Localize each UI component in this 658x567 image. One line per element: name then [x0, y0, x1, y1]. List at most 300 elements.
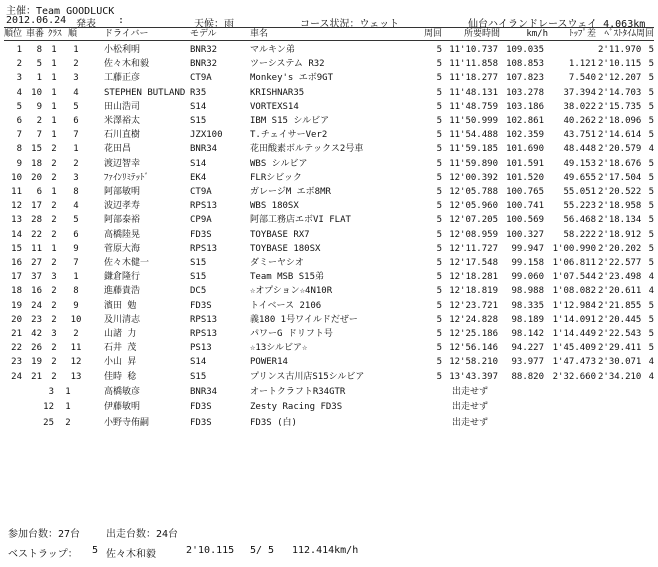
cell-total-time: 11'48.759	[449, 101, 498, 112]
column-header-pos: 順位	[4, 29, 23, 39]
cell-class-pos: 5	[73, 215, 79, 226]
cell-class-pos: 1	[73, 144, 79, 155]
cell-model: S14	[190, 357, 207, 368]
column-header-model: モデル	[190, 29, 217, 39]
cell-laps: 5	[436, 258, 442, 268]
cell-driver: 佳時 稔	[104, 371, 137, 382]
cell-car-no: 7	[36, 130, 42, 141]
cell-best-lap: 4	[648, 371, 654, 382]
cell-car-no: 28	[31, 215, 42, 226]
cell-model: R35	[190, 87, 207, 98]
cell-pos: 18	[11, 286, 22, 297]
cell-class-pos: 4	[73, 87, 79, 98]
cell-best-lap: 4	[648, 272, 654, 283]
cell-laps: 5	[436, 45, 442, 55]
cell-best-lap: 5	[648, 130, 654, 141]
cell-car-name: 阿部工務店エボVI FLAT	[250, 215, 351, 226]
cell-total-time: 12'24.828	[449, 314, 498, 325]
dns-cell-car-no: 25	[43, 417, 54, 428]
dns-cell-model: FD3S	[190, 402, 212, 413]
cell-best-lap: 5	[648, 45, 654, 55]
cell-best-time: 2'11.970	[598, 45, 642, 55]
dns-cell-car-name: Zesty Racing FD3S	[250, 402, 343, 413]
cell-model: CT9A	[190, 187, 212, 197]
cell-best-time: 2'34.210	[598, 371, 642, 382]
cell-speed: 103.278	[506, 87, 544, 98]
cell-best-lap: 5	[648, 116, 654, 126]
cell-class-pos: 6	[73, 116, 79, 126]
cell-laps: 5	[436, 371, 442, 382]
cell-class: 2	[51, 371, 57, 382]
cell-pos: 14	[11, 229, 22, 240]
cell-car-name: 花田酸素ボルテックス2号車	[250, 144, 364, 155]
cell-laps: 5	[436, 300, 442, 311]
cell-best-time: 2'21.855	[598, 300, 642, 311]
cell-car-no: 37	[31, 272, 42, 283]
cell-gap: 48.448	[563, 144, 596, 155]
cell-best-time: 2'18.096	[598, 116, 642, 126]
cell-class-pos: 2	[73, 59, 79, 70]
cell-pos: 16	[11, 258, 22, 268]
cell-driver: ﾌｧｲﾝﾘﾐﾃｯﾄﾞ	[104, 172, 150, 183]
dns-cell-model: FD3S	[190, 417, 212, 428]
best-lap-time: 2'10.115	[186, 545, 235, 556]
cell-car-name: Team MSB S15弟	[250, 272, 325, 283]
cell-car-no: 26	[31, 343, 42, 354]
cell-laps: 5	[436, 130, 442, 141]
cell-gap: 58.222	[563, 229, 596, 240]
cell-gap: 55.051	[563, 187, 596, 197]
cell-pos: 5	[16, 101, 22, 112]
cell-speed: 94.227	[511, 343, 544, 354]
cell-best-time: 2'18.676	[598, 158, 642, 169]
cell-model: EK4	[190, 172, 207, 183]
cell-speed: 98.189	[511, 314, 544, 325]
cell-class: 3	[51, 329, 57, 339]
cell-car-no: 18	[31, 158, 42, 169]
cell-class: 1	[51, 187, 57, 197]
cell-class: 1	[51, 73, 57, 84]
cell-driver: 渡辺智幸	[104, 158, 141, 169]
cell-speed: 102.861	[506, 116, 544, 126]
cell-best-time: 2'30.071	[598, 357, 642, 368]
cell-best-lap: 5	[648, 158, 654, 169]
cell-total-time: 11'50.999	[449, 116, 498, 126]
cell-pos: 4	[16, 87, 22, 98]
cell-class-pos: 3	[73, 73, 79, 84]
cell-car-no: 5	[36, 59, 42, 70]
cell-car-no: 16	[31, 286, 42, 297]
cell-laps: 5	[436, 243, 442, 254]
cell-car-no: 22	[31, 229, 42, 240]
cell-best-time: 2'22.577	[598, 258, 642, 268]
cell-pos: 19	[11, 300, 22, 311]
cell-total-time: 11'48.131	[449, 87, 498, 98]
cell-driver: 濱田 勉	[104, 300, 137, 311]
cell-class: 2	[51, 300, 57, 311]
cell-laps: 5	[436, 272, 442, 283]
announce-label: 発表	[76, 19, 96, 30]
cell-speed: 101.520	[506, 172, 544, 183]
cell-best-time: 2'14.614	[598, 130, 642, 141]
cell-car-name: ☆13シルビア☆	[250, 343, 308, 354]
cell-best-lap: 5	[648, 172, 654, 183]
cell-class-pos: 5	[73, 101, 79, 112]
cell-driver: 花田昌	[104, 144, 132, 155]
dns-cell-car-no: 12	[43, 402, 54, 413]
cell-laps: 5	[436, 158, 442, 169]
cell-class-pos: 1	[73, 272, 79, 283]
cell-laps: 5	[436, 201, 442, 212]
cell-model: BNR32	[190, 45, 218, 55]
cell-class: 1	[51, 45, 57, 55]
cell-driver: 鎌倉隆行	[104, 272, 141, 283]
cell-car-name: VORTEXS14	[250, 101, 299, 112]
cell-class: 2	[51, 258, 57, 268]
cell-best-lap: 5	[648, 329, 654, 339]
cell-model: PS13	[190, 343, 212, 354]
cell-model: S14	[190, 101, 207, 112]
cell-car-name: パワーG ドリフト号	[250, 329, 333, 339]
cell-laps: 5	[436, 357, 442, 368]
cell-speed: 99.060	[511, 272, 544, 283]
cell-car-no: 6	[36, 187, 42, 197]
column-header-gap: ﾄｯﾌﾟ差	[568, 29, 596, 39]
cell-class: 2	[51, 343, 57, 354]
cell-pos: 15	[11, 243, 22, 254]
cell-best-lap: 5	[648, 243, 654, 254]
dns-cell-status: 出走せず	[452, 386, 489, 397]
cell-pos: 21	[11, 329, 22, 339]
cell-model: S15	[190, 116, 207, 126]
cell-car-no: 27	[31, 258, 42, 268]
dns-cell-model: BNR34	[190, 386, 218, 397]
cell-car-name: マルキン弟	[250, 45, 295, 55]
column-header-car-name: 車名	[250, 29, 269, 39]
cell-best-time: 2'20.445	[598, 314, 642, 325]
cell-car-name: TOYBASE 180SX	[250, 243, 321, 254]
cell-car-no: 10	[31, 87, 42, 98]
cell-best-time: 2'22.543	[598, 329, 642, 339]
cell-driver: 菅原大海	[104, 243, 141, 254]
cell-car-name: ツーシステム R32	[250, 59, 325, 70]
column-header-best-lap: ﾍﾞｽﾄﾀｲﾑ周回	[604, 29, 654, 39]
cell-class-pos: 12	[70, 357, 82, 368]
cell-car-no: 9	[36, 101, 42, 112]
cell-class: 1	[51, 130, 57, 141]
cell-car-name: TOYBASE RX7	[250, 229, 310, 240]
cell-car-no: 17	[31, 201, 42, 212]
cell-total-time: 12'17.548	[449, 258, 498, 268]
cell-class-pos: 2	[73, 329, 79, 339]
cell-pos: 24	[11, 371, 22, 382]
cell-best-time: 2'14.703	[598, 87, 642, 98]
cell-car-no: 1	[36, 73, 42, 84]
cell-best-time: 2'17.504	[598, 172, 642, 183]
cell-gap: 1'08.082	[552, 286, 596, 297]
cell-driver: 及川清志	[104, 314, 141, 325]
cell-car-name: KRISHNAR35	[250, 87, 305, 98]
cell-pos: 6	[16, 116, 22, 126]
column-header-speed: km/h	[526, 29, 548, 39]
column-header-total-time: 所要時間	[463, 29, 500, 39]
cell-model: BNR34	[190, 144, 218, 155]
cell-class-pos: 1	[73, 45, 79, 55]
cell-model: RPS13	[190, 201, 218, 212]
cell-laps: 5	[436, 329, 442, 339]
cell-class: 2	[51, 357, 57, 368]
cell-laps: 5	[436, 314, 442, 325]
cell-total-time: 11'11.858	[449, 59, 498, 70]
cell-best-time: 2'20.611	[598, 286, 642, 297]
cell-gap: 1'45.409	[552, 343, 596, 354]
cell-class-pos: 10	[70, 314, 82, 325]
cell-best-time: 2'29.411	[598, 343, 642, 354]
cell-pos: 17	[11, 272, 22, 283]
best-lap-car-number: 5	[92, 545, 99, 556]
cell-gap: 1'14.091	[552, 314, 596, 325]
cell-model: S15	[190, 272, 207, 283]
cell-pos: 20	[11, 314, 22, 325]
cell-total-time: 12'11.727	[449, 243, 498, 254]
cell-class-pos: 3	[73, 172, 79, 183]
cell-class-pos: 2	[73, 158, 79, 169]
cell-car-name: FLRシビック	[250, 172, 302, 183]
cell-speed: 98.142	[511, 329, 544, 339]
cell-best-time: 2'15.735	[598, 101, 642, 112]
cell-driver: 阿部敏明	[104, 187, 141, 197]
cell-total-time: 12'00.392	[449, 172, 498, 183]
cell-class: 2	[51, 201, 57, 212]
cell-model: FD3S	[190, 300, 212, 311]
cell-class: 2	[51, 286, 57, 297]
cell-driver: 小山 昇	[104, 357, 137, 368]
cell-gap: 40.262	[563, 116, 596, 126]
cell-best-time: 2'18.958	[598, 201, 642, 212]
cell-class: 1	[51, 116, 57, 126]
column-header-class-pos: 順	[68, 29, 78, 39]
cell-best-lap: 5	[648, 300, 654, 311]
cell-class: 2	[51, 158, 57, 169]
cell-best-lap: 5	[648, 101, 654, 112]
cell-gap: 49.153	[563, 158, 596, 169]
cell-best-lap: 5	[648, 343, 654, 354]
cell-laps: 5	[436, 215, 442, 226]
cell-laps: 5	[436, 116, 442, 126]
dns-cell-car-name: オートクラフトR34GTR	[250, 386, 346, 397]
cell-pos: 11	[11, 187, 22, 197]
cell-driver: 佐々木健一	[104, 258, 150, 268]
cell-speed: 100.765	[506, 187, 544, 197]
cell-class: 1	[51, 243, 57, 254]
cell-model: JZX100	[190, 130, 223, 141]
cell-gap: 49.655	[563, 172, 596, 183]
cell-car-no: 11	[31, 243, 42, 254]
cell-speed: 107.823	[506, 73, 544, 84]
cell-gap: 1'47.473	[552, 357, 596, 368]
track-name: 仙台ハイランドレースウェイ 4.063km	[468, 19, 646, 30]
cell-class-pos: 8	[73, 187, 79, 197]
cell-car-no: 20	[31, 172, 42, 183]
cell-laps: 5	[436, 229, 442, 240]
cell-total-time: 11'18.277	[449, 73, 498, 84]
cell-speed: 98.988	[511, 286, 544, 297]
best-lap-lap: 5/ 5	[250, 545, 275, 556]
cell-driver: 米澤裕太	[104, 116, 141, 126]
cell-class-pos: 9	[73, 243, 79, 254]
cell-car-no: 23	[31, 314, 42, 325]
cell-model: S14	[190, 158, 207, 169]
cell-speed: 93.977	[511, 357, 544, 368]
dns-cell-class: 1	[65, 402, 71, 413]
cell-speed: 102.359	[506, 130, 544, 141]
cell-best-time: 2'12.207	[598, 73, 642, 84]
cell-best-time: 2'18.134	[598, 215, 642, 226]
cell-best-lap: 5	[648, 258, 654, 268]
cell-class: 3	[51, 272, 57, 283]
cell-class: 2	[51, 314, 57, 325]
header-rule-bottom	[4, 40, 654, 41]
cell-best-time: 2'20.522	[598, 187, 642, 197]
cell-model: RPS13	[190, 314, 218, 325]
cell-car-no: 2	[36, 116, 42, 126]
cell-gap: 1'07.544	[552, 272, 596, 283]
cell-car-name: WBS 180SX	[250, 201, 299, 212]
cell-total-time: 11'10.737	[449, 45, 498, 55]
dns-cell-class: 2	[65, 417, 71, 428]
cell-class-pos: 7	[73, 258, 79, 268]
cell-best-lap: 5	[648, 201, 654, 212]
cell-best-lap: 5	[648, 215, 654, 226]
cell-speed: 109.035	[506, 45, 544, 55]
cell-class: 2	[51, 172, 57, 183]
cell-car-name: トイベース 2106	[250, 300, 322, 311]
cell-total-time: 12'58.210	[449, 357, 498, 368]
cell-car-no: 15	[31, 144, 42, 155]
cell-total-time: 12'05.788	[449, 187, 498, 197]
cell-driver: 工藤正彦	[104, 73, 141, 84]
cell-class: 1	[51, 87, 57, 98]
cell-speed: 99.947	[511, 243, 544, 254]
cell-car-name: ダミーヤシオ	[250, 258, 304, 268]
cell-pos: 8	[16, 144, 22, 155]
cell-driver: 田山浩司	[104, 101, 141, 112]
cell-car-name: POWER14	[250, 357, 288, 368]
cell-model: CT9A	[190, 73, 212, 84]
cell-pos: 2	[16, 59, 22, 70]
cell-pos: 10	[11, 172, 22, 183]
cell-model: CP9A	[190, 215, 212, 226]
cell-car-name: T.チェイサーVer2	[250, 130, 328, 141]
cell-class: 2	[51, 144, 57, 155]
cell-pos: 1	[16, 45, 22, 55]
cell-best-lap: 4	[648, 144, 654, 155]
cell-class: 2	[51, 215, 57, 226]
cell-class-pos: 13	[70, 371, 82, 382]
cell-best-time: 2'20.579	[598, 144, 642, 155]
cell-car-name: Monkey's エボ9GT	[250, 73, 334, 84]
cell-best-time: 2'23.498	[598, 272, 642, 283]
cell-laps: 5	[436, 73, 442, 84]
cell-pos: 12	[11, 201, 22, 212]
cell-total-time: 12'08.959	[449, 229, 498, 240]
cell-class: 1	[51, 59, 57, 70]
dns-cell-driver: 高橋敏彦	[104, 386, 141, 397]
cell-gap: 38.022	[563, 101, 596, 112]
cell-best-lap: 5	[648, 187, 654, 197]
cell-speed: 99.158	[511, 258, 544, 268]
cell-laps: 5	[436, 101, 442, 112]
cell-total-time: 11'59.185	[449, 144, 498, 155]
cell-class-pos: 9	[73, 300, 79, 311]
cell-gap: 1'06.811	[552, 258, 596, 268]
cell-speed: 101.591	[506, 158, 544, 169]
column-header-driver: ドライバー	[104, 29, 149, 39]
cell-total-time: 12'18.281	[449, 272, 498, 283]
cell-pos: 22	[11, 343, 22, 354]
cell-best-lap: 5	[648, 87, 654, 98]
cell-driver: 石井 茂	[104, 343, 137, 354]
cell-driver: 佐々木和毅	[104, 59, 150, 70]
cell-driver: 波辺孝寿	[104, 201, 141, 212]
cell-laps: 5	[436, 187, 442, 197]
cell-car-name: IBM S15 シルビア	[250, 116, 330, 126]
column-header-class: ｸﾗｽ	[48, 29, 62, 39]
cell-pos: 7	[16, 130, 22, 141]
cell-model: DC5	[190, 286, 207, 297]
cell-driver: 進藤貴浩	[104, 286, 141, 297]
cell-best-time: 2'10.115	[598, 59, 642, 70]
cell-class: 2	[51, 229, 57, 240]
cell-speed: 100.327	[506, 229, 544, 240]
cell-laps: 5	[436, 172, 442, 183]
cell-gap: 1'12.984	[552, 300, 596, 311]
cell-class: 1	[51, 101, 57, 112]
cell-car-no: 42	[31, 329, 42, 339]
cell-class-pos: 4	[73, 201, 79, 212]
cell-total-time: 12'56.146	[449, 343, 498, 354]
cell-model: RPS13	[190, 329, 218, 339]
cell-driver: 高橋陸晃	[104, 229, 141, 240]
cell-class-pos: 11	[70, 343, 82, 354]
cell-total-time: 11'59.890	[449, 158, 498, 169]
cell-total-time: 13'43.397	[449, 371, 498, 382]
cell-gap: 1.121	[568, 59, 596, 70]
entries-count: 参加台数：27台	[8, 529, 81, 540]
cell-gap: 43.751	[563, 130, 596, 141]
cell-best-time: 2'20.202	[598, 243, 642, 254]
cell-model: FD3S	[190, 229, 212, 240]
cell-model: S15	[190, 258, 207, 268]
weather: 天候：雨	[194, 19, 234, 30]
cell-gap: 56.468	[563, 215, 596, 226]
cell-total-time: 12'07.205	[449, 215, 498, 226]
cell-speed: 100.569	[506, 215, 544, 226]
announce-colon: :	[118, 15, 125, 26]
cell-speed: 103.186	[506, 101, 544, 112]
cell-pos: 3	[16, 73, 22, 84]
dns-cell-class: 1	[65, 386, 71, 397]
best-lap-label: ベストラップ：	[8, 549, 78, 560]
cell-class-pos: 6	[73, 229, 79, 240]
cell-driver: STEPHEN BUTLAND	[104, 87, 186, 98]
cell-speed: 100.741	[506, 201, 544, 212]
cell-laps: 5	[436, 286, 442, 297]
column-header-laps: 周回	[423, 29, 442, 39]
dns-cell-status: 出走せず	[452, 417, 489, 428]
cell-laps: 5	[436, 87, 442, 98]
cell-best-lap: 5	[648, 73, 654, 84]
